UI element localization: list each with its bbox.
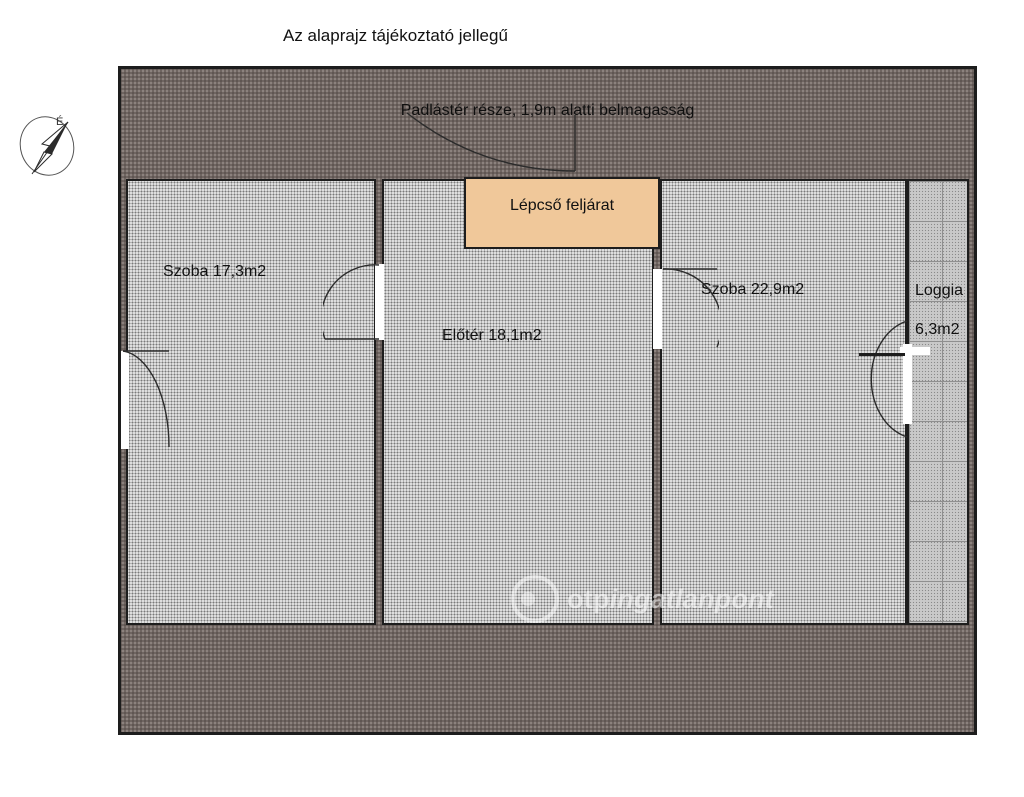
stairs-label: Lépcső feljárat <box>509 197 615 214</box>
page-title: Az alaprajz tájékoztató jellegű <box>283 26 508 45</box>
room-label-loggia-area: 6,3m2 <box>915 321 960 338</box>
room-label-loggia: Loggia <box>915 282 964 299</box>
watermark-product: ingatlanpont <box>609 583 774 614</box>
door-arc-left-room-icon <box>323 263 381 343</box>
floorplan-outline <box>118 66 977 735</box>
compass-needle-icon <box>18 110 78 182</box>
compass-rose <box>18 110 78 182</box>
door-arc-right-room-icon <box>661 267 719 351</box>
room-label-elotér: Előtér 18,1m2 <box>442 327 542 344</box>
room-loggia[interactable] <box>907 179 969 625</box>
compass-north-label: É <box>56 116 64 128</box>
room-label-szoba-right: Szoba 22,9m2 <box>701 281 805 298</box>
loggia-tiles <box>909 181 967 623</box>
stairs-block[interactable] <box>464 177 660 249</box>
attic-arc-icon <box>403 109 583 181</box>
door-arc-loggia-icon <box>859 319 909 439</box>
wall-stub-loggia <box>859 353 905 356</box>
watermark-brand: otp <box>567 583 610 614</box>
room-label-szoba-left: Szoba 17,3m2 <box>163 263 267 280</box>
rooms-band <box>121 179 974 629</box>
attic-band-label: Padlástér része, 1,9m alatti belmagasság <box>400 102 695 119</box>
door-arc-exterior-left-icon <box>121 349 173 451</box>
